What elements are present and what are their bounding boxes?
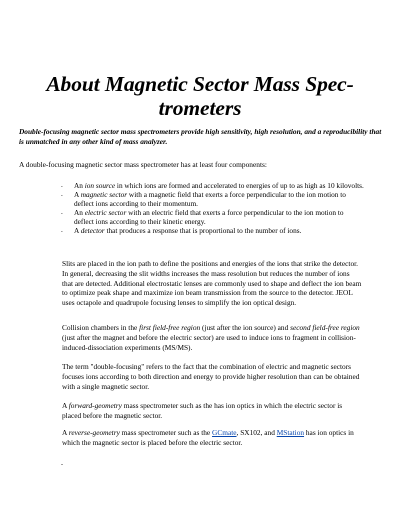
list-item: . A detector that produces a response that is proportional to the number of ions. — [61, 225, 302, 235]
term: magnetic sector — [80, 190, 128, 199]
trailing-dot: . — [61, 458, 63, 467]
forward-geometry-paragraph: A forward-geometry mass spectrometer such as the has ion optics in which the electric sector is placed before the magnetic sector. — [62, 401, 343, 420]
term: electric sector — [84, 208, 127, 217]
list-item: . A magnetic sector with a magnetic field that exerts a force perpendicular to the ion motion to deflect ions according to their momentum. — [61, 189, 346, 208]
components-list — [0, 181, 400, 235]
bullet-marker: . — [61, 225, 63, 234]
double-focusing-paragraph: The term "double-focusing" refers to the fact that the combination of electric and magnetic sectors focuses ions according to both direction and energy to provide higher resolution than can be obtained with a single magnetic sector. — [62, 362, 360, 391]
bullet-marker: . — [61, 189, 63, 198]
bullet-marker: . — [61, 207, 63, 216]
list-item: . An ion source in which ions are formed and accelerated to energies of up to as high as 10 kilovolts. — [61, 180, 364, 190]
abstract: Double-focusing magnetic sector mass spectrometers provide high sensitivity, high resolution, and a reproducibility that is unmatched in any other kind of mass analyzer. — [19, 127, 382, 146]
term: forward-geometry — [68, 401, 122, 410]
collision-paragraph: Collision chambers in the first field-free region (just after the ion source) and second field-free region (just after the magnet and before the electric sector) are used to induce ions to fragment in collision-induced-dissociation experiments (MS/MS). — [62, 323, 360, 352]
mstation-link[interactable]: MStation — [276, 428, 305, 437]
list-item: . An electric sector with an electric field that exerts a force perpendicular to the ion motion to deflect ions according to their kinetic energy. — [61, 207, 344, 226]
term: reverse-geometry — [68, 428, 120, 437]
intro-paragraph: A double-focusing magnetic sector mass spectrometer has at least four components: — [19, 160, 267, 169]
slits-paragraph: Slits are placed in the ion path to define the positions and energies of the ions that strike the detector. In general, decreasing the slit widths increases the mass resolution but reduces the number of ions that are detected. Additional electrostatic lenses are commonly used to shape and deflect the ion beam to optimize peak shape and maximize ion beam transmission from the source to the detector. JEOL uses octapole and quadrupole focusing lenses to simplify the ion optical design. — [62, 259, 362, 308]
term: detector — [80, 226, 105, 235]
term: ion source — [84, 181, 116, 190]
term: first field-free region — [139, 323, 201, 332]
bullet-marker: . — [61, 180, 63, 189]
reverse-geometry-paragraph: A reverse-geometry mass spectrometer such as the GCmate, SX102, and MStation has ion optics in which the magnetic sector is placed before the electric sector. — [62, 428, 354, 447]
page-title: About Magnetic Sector Mass Spec-trometers — [46, 72, 354, 120]
term: second field-free region — [290, 323, 360, 332]
gcmate-link[interactable]: GCmate — [212, 428, 237, 437]
